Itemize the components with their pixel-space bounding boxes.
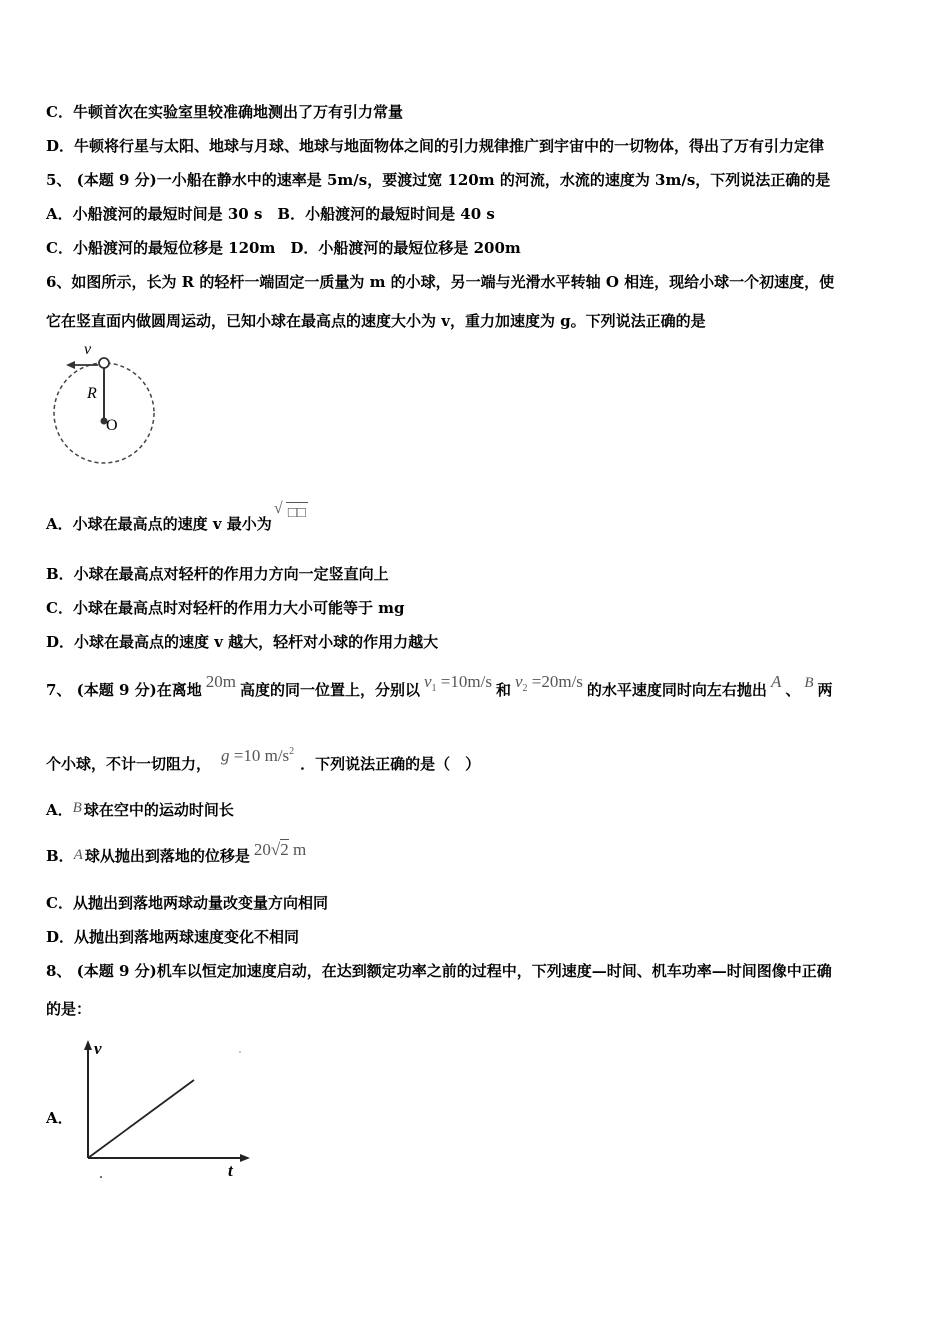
q7-option-a xyxy=(46,800,910,821)
label-o: O xyxy=(106,417,118,434)
v1-expression xyxy=(424,672,492,695)
q6-circle-figure xyxy=(46,338,166,478)
question-6-line1: 6、如图所示，长为 R 的轻杆一端固定一质量为 m 的小球，另一端与光滑水平转轴 O 相连，现给小球一个初速度，使 xyxy=(46,273,835,291)
q7-text-3: 和 xyxy=(495,681,511,699)
q7-text-7: 个小球，不计一切阻力， xyxy=(46,755,212,773)
q6-option-d: D．小球在最高点的速度 v 越大，轻杆对小球的作用力越大 xyxy=(46,633,439,651)
q6-option-a-text: A．小球在最高点的速度 v 最小为 xyxy=(46,515,272,533)
ball-a-symbol: A xyxy=(770,672,782,691)
q5-options-cd: C．小船渡河的最短位移是 120m D．小船渡河的最短位移是 200m xyxy=(46,239,521,257)
velocity-line xyxy=(88,1080,194,1158)
q7-text-4: 的水平速度同时向左右抛出 xyxy=(586,681,767,699)
v1-subscript: 1 xyxy=(431,683,437,694)
q5-options-ab: A．小船渡河的最短时间是 30 s B．小船渡河的最短时间是 40 s xyxy=(46,205,495,223)
displacement-expression: 20√2 m xyxy=(253,840,307,859)
speck xyxy=(100,1176,102,1178)
q8-vt-graph xyxy=(78,1036,258,1186)
disp-radicand: 2 xyxy=(280,840,289,859)
q6-option-b: B．小球在最高点对轻杆的作用力方向一定竖直向上 xyxy=(46,565,389,583)
question-6-line2: 它在竖直面内做圆周运动，已知小球在最高点的速度大小为 v，重力加速度为 g。下列说法正确的是 xyxy=(46,312,706,330)
gravity-expression xyxy=(221,746,294,769)
q7-option-a-text: 球在空中的运动时间长 xyxy=(83,801,234,819)
q7-text-2: 高度的同一位置上，分别以 xyxy=(239,681,420,699)
label-v: v xyxy=(84,341,92,358)
height-value: 20m xyxy=(205,672,236,691)
option-d-q4: D．牛顿将行星与太阳、地球与月球、地球与地面物体之间的引力规律推广到宇宙中的一切物体，得出了万有引力定律 xyxy=(46,137,825,155)
v1-value: =10m/s xyxy=(440,672,492,691)
y-axis-arrow xyxy=(84,1040,92,1050)
v2-symbol: v xyxy=(514,672,523,691)
speck xyxy=(239,1051,241,1053)
x-axis-label: t xyxy=(228,1161,233,1180)
radical-sign: √ xyxy=(273,500,283,517)
question-8-line2: 的是： xyxy=(46,1000,92,1018)
ball xyxy=(99,358,109,368)
q6-option-c: C．小球在最高点时对轻杆的作用力大小可能等于 mg xyxy=(46,599,405,617)
q7-option-b xyxy=(46,840,910,867)
v2-value: =20m/s xyxy=(531,672,583,691)
v1-symbol: v xyxy=(424,672,432,691)
option-c-q4: C．牛顿首次在实验室里较准确地测出了万有引力常量 xyxy=(46,103,403,121)
question-8-line1: 8、 (本题 9 分)机车以恒定加速度启动，在达到额定功率之前的过程中，下列速度—时间、机车功率—时间图像中正确 xyxy=(46,962,832,980)
velocity-arrowhead xyxy=(66,361,75,369)
ball-b-symbol: B xyxy=(804,675,814,691)
label-r: R xyxy=(87,385,97,402)
sqrt-radicand: □□ xyxy=(287,505,306,521)
q7-option-a-letter: A． xyxy=(46,801,73,819)
question-5: 5、 (本题 9 分)一小船在静水中的速率是 5m/s，要渡过宽 120m 的河流，水流的速度为 3m/s，下列说法正确的是 xyxy=(46,171,831,189)
q7b-ball-symbol: A xyxy=(73,847,83,863)
q7a-ball-symbol: B xyxy=(72,800,82,816)
question-7-line2 xyxy=(46,746,910,777)
q7-option-d: D．从抛出到落地两球速度变化不相同 xyxy=(46,928,300,946)
question-7-line1 xyxy=(46,672,916,703)
q6-option-a xyxy=(46,500,910,535)
q7-text-5: 、 xyxy=(785,681,801,699)
q8-option-a-label: A． xyxy=(46,1109,73,1127)
v2-subscript: 2 xyxy=(522,683,528,694)
q7-text-6: 两 xyxy=(817,681,833,699)
q7-text-8: ．下列说法正确的是（ ） xyxy=(300,755,481,773)
y-axis-label: v xyxy=(94,1039,102,1058)
sqrt-expression xyxy=(273,500,308,523)
v2-expression xyxy=(515,672,583,695)
q7-option-b-text: 球从抛出到落地的位移是 xyxy=(84,847,250,865)
g-value: =10 m/s xyxy=(233,746,290,765)
disp-coefficient: 20 xyxy=(253,840,271,859)
g-exponent: 2 xyxy=(289,746,295,757)
disp-unit: m xyxy=(292,840,307,859)
x-axis-arrow xyxy=(240,1154,250,1162)
g-symbol: g xyxy=(221,746,230,765)
q7-text-1: 7、 (本题 9 分)在离地 xyxy=(46,681,202,699)
q7-option-c: C．从抛出到落地两球动量改变量方向相同 xyxy=(46,894,328,912)
q7-option-b-letter: B． xyxy=(46,847,74,865)
